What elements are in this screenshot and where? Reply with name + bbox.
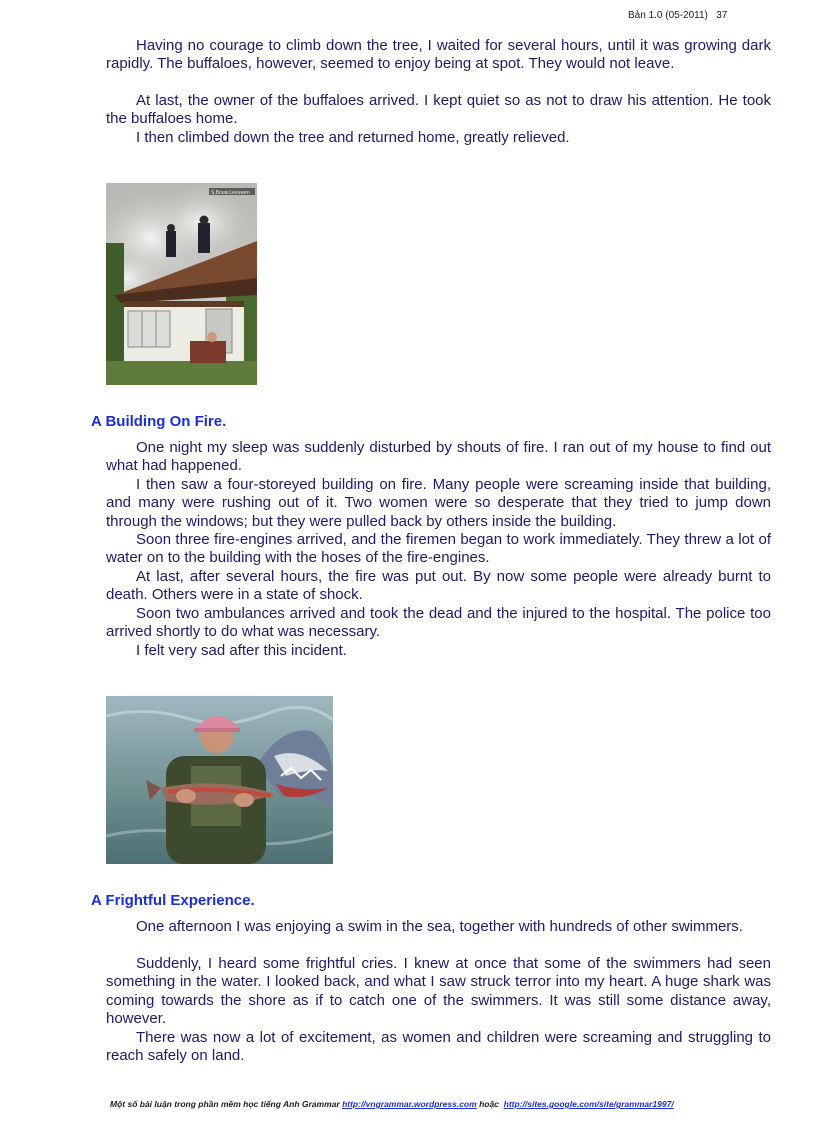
paragraph: Soon three fire-engines arrived, and the firemen began to work immediately. They threw a lot of water on to the building with the hoses of the fire-engines. <box>106 531 771 567</box>
paragraph: Soon two ambulances arrived and took the dead and the injured to the hospital. The police too arrived shortly to do what was necessary. <box>106 605 771 641</box>
section-title: A Frightful Experience. <box>91 892 255 909</box>
photo-watermark: S.Bouw.Leeuwen <box>211 190 250 196</box>
page-footer <box>110 1099 674 1109</box>
paragraph: One afternoon I was enjoying a swim in the sea, together with hundreds of other swimmers. <box>136 918 743 935</box>
paragraph: One night my sleep was suddenly disturbed by shouts of fire. I ran out of my house to find out what had happened. <box>106 439 771 475</box>
paragraph: There was now a lot of excitement, as women and children were screaming and struggling to reach safely on land. <box>106 1029 771 1065</box>
page-header <box>628 10 727 21</box>
footer-connector: hoặc <box>479 1099 499 1109</box>
house-fire-illustration <box>106 183 257 385</box>
angler-shark-photo <box>106 696 333 864</box>
footer-text: Một số bài luận trong phần mềm học tiếng Anh Grammar <box>110 1099 340 1109</box>
footer-link-wordpress[interactable]: http://vngrammar.wordpress.com <box>342 1099 477 1109</box>
section-title: A Building On Fire. <box>91 413 227 430</box>
paragraph: Having no courage to climb down the tree, I waited for several hours, until it was growing dark rapidly. The buffaloes, however, seemed to enjoy being at spot. They would not leave. <box>106 37 771 73</box>
version-label: Bản 1.0 (05-2011) <box>628 10 708 21</box>
paragraph: At last, after several hours, the fire was put out. By now some people were already burnt to death. Others were in a state of shock. <box>106 568 771 604</box>
paragraph: I then climbed down the tree and returned home, greatly relieved. <box>136 129 570 146</box>
paragraph: I felt very sad after this incident. <box>136 642 347 659</box>
page-number: 37 <box>716 10 728 21</box>
house-fire-photo <box>106 183 257 385</box>
paragraph: I then saw a four-storeyed building on fire. Many people were screaming inside that building, and many were rushing out of it. Two women were so desperate that they tried to jump down through the windows; but they were pulled back by others inside the building. <box>106 476 771 530</box>
angler-shark-illustration <box>106 696 333 864</box>
paragraph: Suddenly, I heard some frightful cries. I knew at once that some of the swimmers had seen something in the water. I looked back, and what I saw struck terror into my heart. A huge shark was coming towards the shore as if to catch one of the swimmers. It was still some distance away, however. <box>106 955 771 1028</box>
footer-link-google-sites[interactable]: http://sites.google.com/site/grammar1997/ <box>503 1099 674 1109</box>
paragraph: At last, the owner of the buffaloes arrived. I kept quiet so as not to draw his attention. He took the buffaloes home. <box>106 92 771 128</box>
